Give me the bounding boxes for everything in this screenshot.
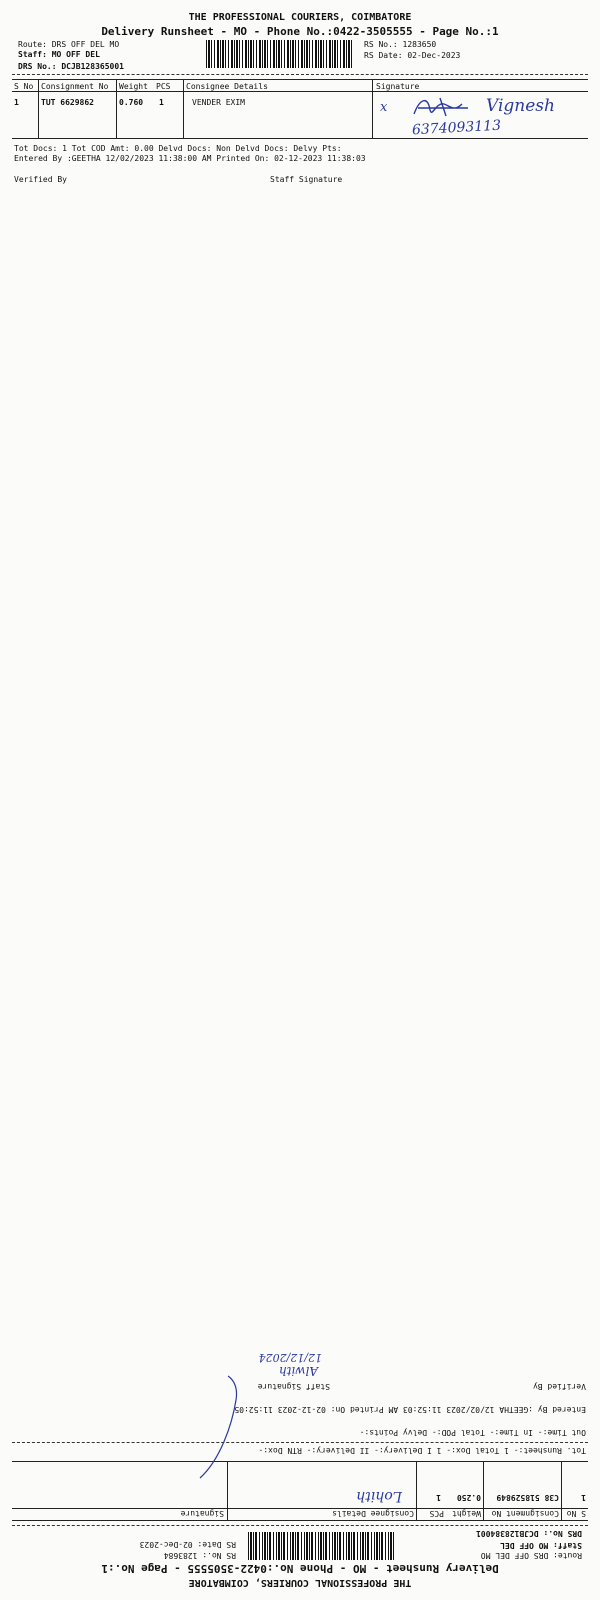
staff-label: Staff: MO OFF DEL bbox=[500, 1541, 582, 1550]
divider bbox=[12, 1442, 588, 1443]
verified-by: Verified By bbox=[14, 175, 67, 184]
summary-totals: Tot Docs: 1 Tot COD Amt: 0.00 Delvd Docs: Non Delvd Docs: Delvy Pts: bbox=[14, 144, 342, 153]
handwritten-receiver: Lohith bbox=[356, 1488, 402, 1504]
col-weight: Weight bbox=[119, 82, 148, 91]
runsheet-top bbox=[0, 0, 600, 400]
entered-by: Entered By :GEETHA 12/02/2023 11:52:03 AM Printed On: 02-12-2023 11:52:05 bbox=[234, 1405, 586, 1414]
summary-totals: Tot. Runsheet:- 1 Total Dox:- 1 I Delivery:- II Delivery:- RTN Dox:- bbox=[258, 1446, 586, 1455]
barcode bbox=[248, 1532, 394, 1560]
table-top-line bbox=[12, 1520, 588, 1521]
rs-date: RS Date: 02-Dec-2023 bbox=[364, 51, 461, 60]
handwritten-name: Vignesh bbox=[486, 96, 555, 116]
handwritten-date: 12/12/2024 bbox=[258, 1351, 322, 1364]
row-consignee: VENDER EXIM bbox=[192, 98, 245, 107]
row-weight: 0.760 bbox=[119, 98, 144, 107]
company-name: THE PROFESSIONAL COURIERS, COIMBATORE bbox=[188, 12, 412, 23]
row-pcs: 1 bbox=[159, 98, 164, 107]
staff-signature: Staff Signature bbox=[270, 175, 343, 184]
column-divider bbox=[416, 1462, 417, 1521]
company-name: THE PROFESSIONAL COURIERS, COIMBATORE bbox=[188, 1577, 412, 1588]
col-consignment: Consignment No bbox=[41, 82, 109, 91]
row-sno: 1 bbox=[14, 98, 19, 107]
col-sno: S No bbox=[14, 82, 34, 91]
row-weight: 0.250 bbox=[456, 1493, 481, 1502]
entered-by: Entered By :GEETHA 12/02/2023 11:38:00 AM Printed On: 02-12-2023 11:38:03 bbox=[14, 154, 366, 163]
route-label: Route: DRS OFF DEL MO bbox=[18, 40, 120, 49]
staff-label: Staff: MO OFF DEL bbox=[18, 50, 100, 59]
col-consignee-details: Consignee Details bbox=[186, 82, 268, 91]
col-consignment: Consignment No bbox=[491, 1509, 559, 1518]
row-consignment: TUT 6629862 bbox=[41, 98, 94, 107]
verified-by: Verified By bbox=[533, 1382, 586, 1391]
col-consignee-details: Consignee Details bbox=[332, 1509, 414, 1518]
column-divider bbox=[372, 79, 373, 138]
drs-number: DRS No.: DCJB128365001 bbox=[18, 62, 124, 71]
rs-number: RS No.: 1283650 bbox=[364, 40, 437, 49]
column-divider bbox=[38, 79, 39, 138]
rs-number: RS No.: 1283684 bbox=[163, 1551, 236, 1560]
col-signature: Signature bbox=[180, 1509, 224, 1518]
signature-stroke bbox=[190, 1370, 250, 1480]
handwritten-signature: Alwith bbox=[278, 1364, 318, 1378]
divider bbox=[12, 74, 588, 75]
runsheet-title: Delivery Runsheet - MO - Phone No.:0422-3505555 - Page No.:1 bbox=[101, 1562, 499, 1575]
col-pcs: PCS bbox=[156, 82, 171, 91]
column-divider bbox=[116, 79, 117, 138]
divider bbox=[12, 1525, 588, 1526]
drs-number: DRS No.: DCJB128384001 bbox=[476, 1529, 582, 1538]
table-bottom-line bbox=[12, 1461, 588, 1462]
col-weight: Weight bbox=[452, 1509, 481, 1518]
column-divider bbox=[183, 79, 184, 138]
runsheet-title: Delivery Runsheet - MO - Phone No.:0422-3505555 - Page No.:1 bbox=[101, 25, 499, 38]
table-header-line bbox=[12, 91, 588, 92]
handwritten-phone: 6374093113 bbox=[411, 117, 502, 139]
col-sno: S No bbox=[566, 1509, 586, 1518]
route-label: Route: DRS OFF DEL MO bbox=[480, 1551, 582, 1560]
barcode bbox=[206, 40, 352, 68]
table-bottom-line bbox=[12, 138, 588, 139]
rs-date: RS Date: 02-Dec-2023 bbox=[139, 1540, 236, 1549]
summary-times: Out Time:- In Time:- Total POD:- Delvy Points:- bbox=[359, 1428, 586, 1437]
table-top-line bbox=[12, 79, 588, 80]
row-sno: 1 bbox=[581, 1493, 586, 1502]
col-signature: Signature bbox=[376, 82, 420, 91]
col-pcs: PCS bbox=[429, 1509, 444, 1518]
signature-scribble bbox=[410, 94, 474, 120]
staff-signature: Staff Signature bbox=[257, 1382, 330, 1391]
row-pcs: 1 bbox=[436, 1493, 441, 1502]
column-divider bbox=[483, 1462, 484, 1521]
handwritten-mark: x bbox=[380, 100, 388, 115]
row-consignment: C38 518529849 bbox=[496, 1493, 559, 1502]
runsheet-bottom-inverted bbox=[0, 1200, 600, 1600]
column-divider bbox=[561, 1462, 562, 1521]
